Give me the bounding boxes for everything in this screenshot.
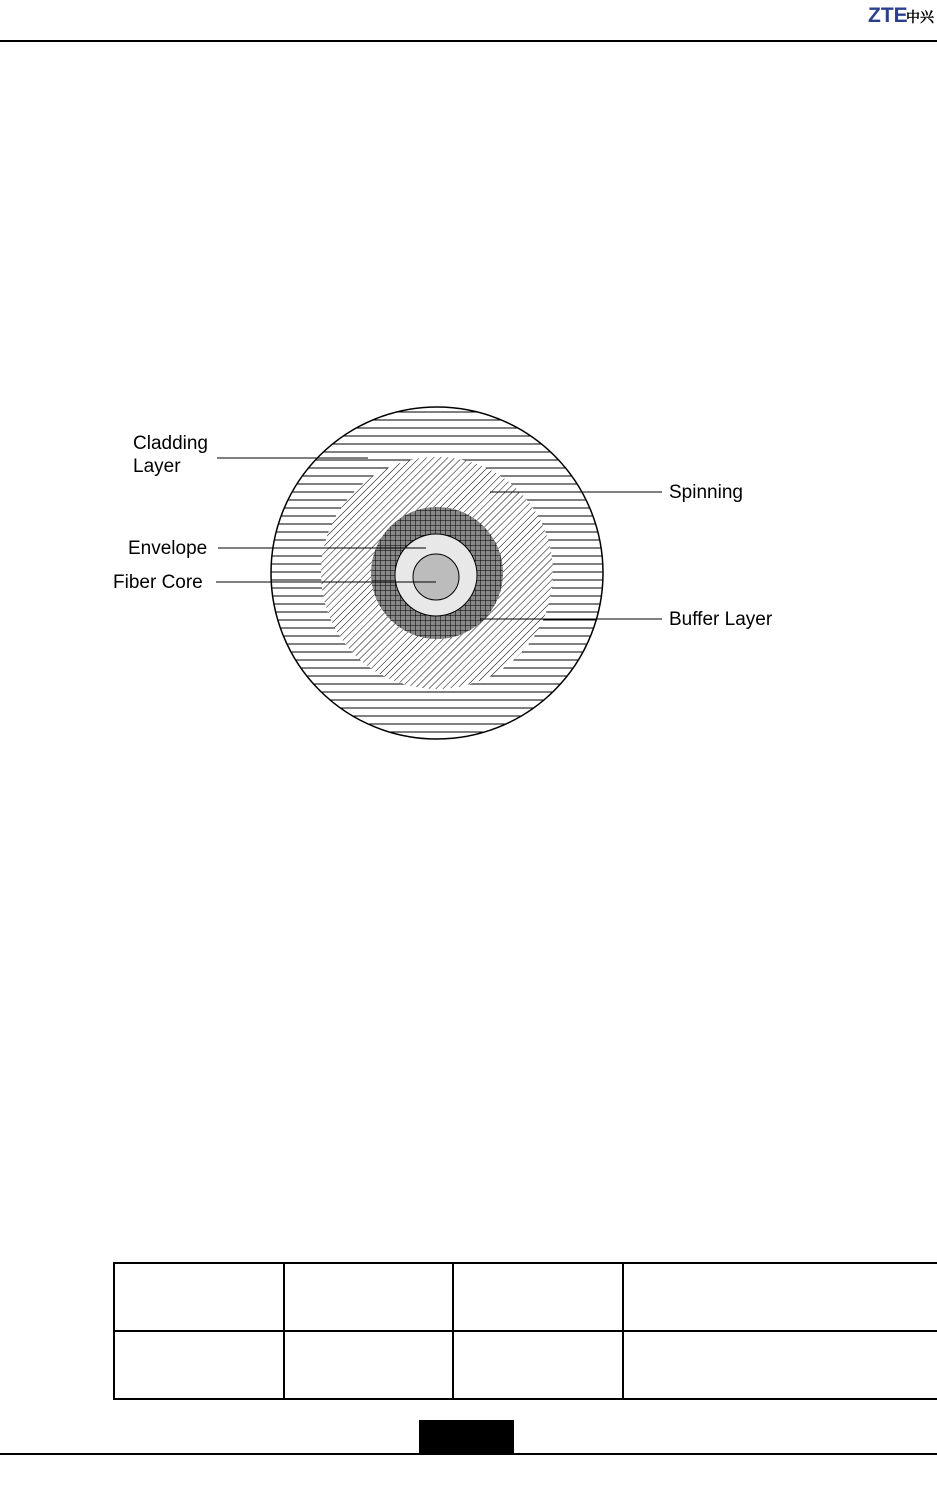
label-cladding-line1: Cladding [133, 433, 208, 454]
page-number-tab [419, 1420, 514, 1454]
table-cell [453, 1331, 623, 1399]
label-cladding-line2: Layer [133, 456, 181, 477]
label-envelope: Envelope [128, 538, 208, 559]
table-cell [284, 1263, 453, 1331]
table-cell [623, 1263, 937, 1331]
zte-logo [868, 2, 936, 26]
table-cell [284, 1331, 453, 1399]
table-row [114, 1331, 937, 1399]
header-rule [0, 40, 937, 42]
label-spinning: Spinning [669, 482, 743, 503]
label-fiber-core: Fiber Core [113, 572, 203, 593]
fiber-cross-section-diagram [0, 390, 937, 760]
table-cell [114, 1263, 284, 1331]
svg-text:中兴: 中兴 [906, 10, 934, 26]
footer-rule [0, 1453, 937, 1455]
table-cell [623, 1331, 937, 1399]
label-buffer-layer: Buffer Layer [669, 609, 773, 630]
fiber-core [413, 554, 459, 600]
table-cell [114, 1331, 284, 1399]
table-row [114, 1263, 937, 1331]
svg-text:ZTE: ZTE [868, 4, 908, 26]
table-cell [453, 1263, 623, 1331]
spec-table [113, 1262, 937, 1400]
